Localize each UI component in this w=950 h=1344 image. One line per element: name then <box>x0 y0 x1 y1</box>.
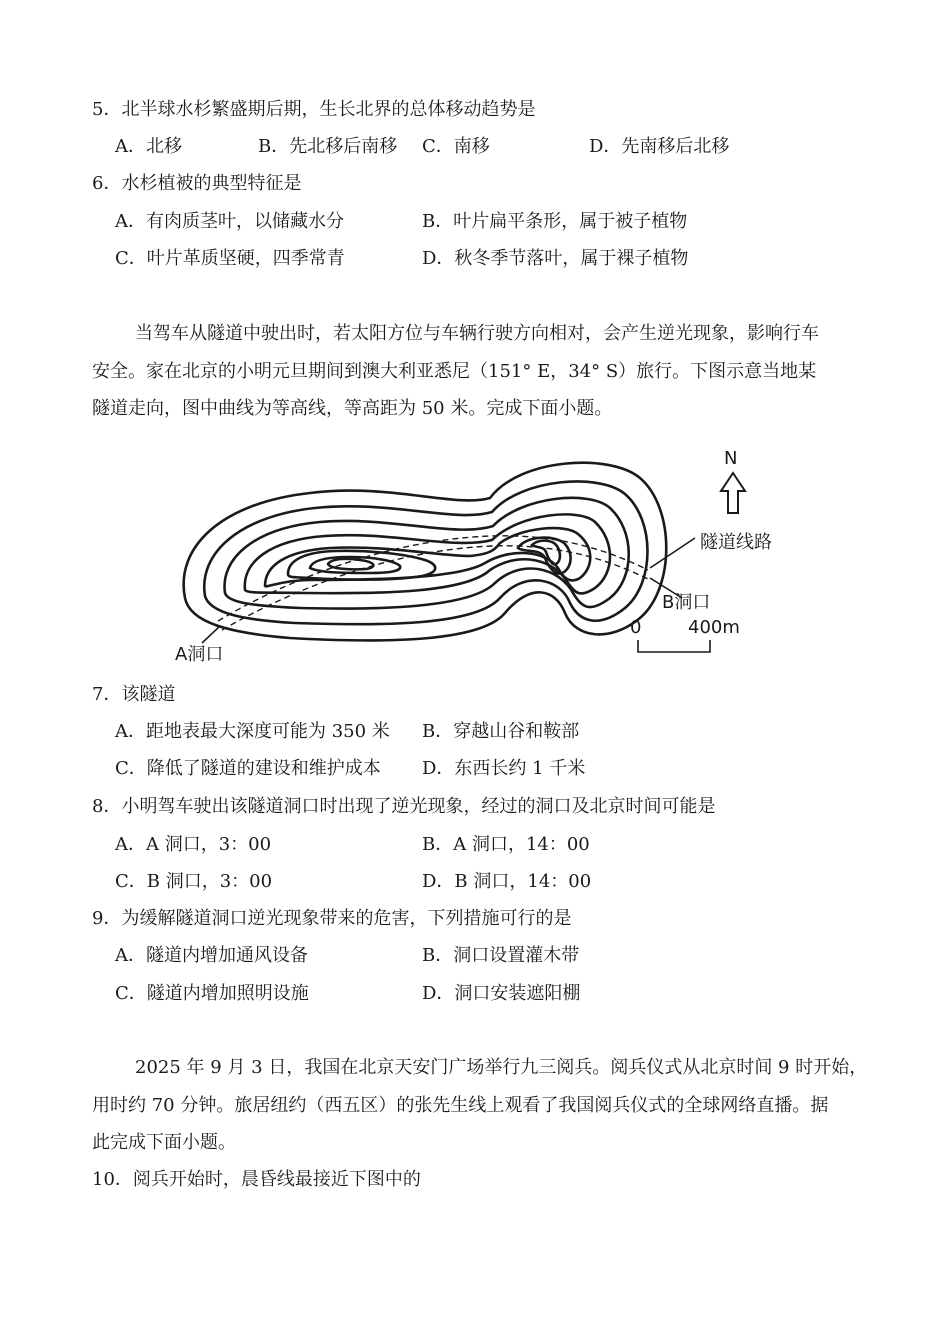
q8-option-a: A．A 洞口，3：00 <box>115 834 272 855</box>
passage1-line-1: 当驾车从隧道中驶出时，若太阳方位与车辆行驶方向相对，会产生逆光现象，影响行车 <box>135 323 819 344</box>
scale-zero-label: 0 <box>630 617 642 638</box>
passage2-line-2: 用时约 70 分钟。旅居纽约（西五区）的张先生线上观看了我国阅兵仪式的全球网络直播。据 <box>92 1095 829 1116</box>
q10-stem: 10．阅兵开始时，晨昏线最接近下图中的 <box>92 1169 421 1190</box>
q8-option-d: D．B 洞口，14：00 <box>422 871 592 892</box>
q5-option-d: D．先南移后北移 <box>589 136 730 157</box>
tunnel-contour-map <box>170 438 790 668</box>
q8-option-b: B．A 洞口，14：00 <box>422 834 590 855</box>
q5-stem: 5．北半球水杉繁盛期后期，生长北界的总体移动趋势是 <box>92 99 536 120</box>
q5-option-b: B．先北移后南移 <box>258 136 398 157</box>
passage1-line-2: 安全。家在北京的小明元旦期间到澳大利亚悉尼（151° E，34° S）旅行。下图示意当地某 <box>92 361 817 382</box>
q7-stem: 7．该隧道 <box>92 684 176 705</box>
north-arrow-icon <box>721 473 745 513</box>
q7-option-b: B．穿越山谷和鞍部 <box>422 721 580 742</box>
q7-option-c: C．降低了隧道的建设和维护成本 <box>115 758 381 779</box>
tunnel-leader-line <box>650 538 695 568</box>
q9-option-c: C．隧道内增加照明设施 <box>115 983 309 1004</box>
q5-option-c: C．南移 <box>422 136 490 157</box>
passage2-line-3: 此完成下面小题。 <box>92 1132 236 1153</box>
q6-option-b: B．叶片扁平条形，属于被子植物 <box>422 211 688 232</box>
q8-option-c: C．B 洞口，3：00 <box>115 871 273 892</box>
q7-option-d: D．东西长约 1 千米 <box>422 758 586 779</box>
q9-option-d: D．洞口安装遮阳棚 <box>422 983 581 1004</box>
q6-option-c: C．叶片革质坚硬，四季常青 <box>115 248 345 269</box>
q8-stem: 8．小明驾车驶出该隧道洞口时出现了逆光现象，经过的洞口及北京时间可能是 <box>92 796 716 817</box>
q9-option-a: A．隧道内增加通风设备 <box>115 945 308 966</box>
q6-option-a: A．有肉质茎叶，以储藏水分 <box>115 211 344 232</box>
passage1-line-3: 隧道走向，图中曲线为等高线，等高距为 50 米。完成下面小题。 <box>92 398 613 419</box>
a-portal-leader <box>202 626 220 643</box>
passage2-line-1: 2025 年 9 月 3 日，我国在北京天安门广场举行九三阅兵。阅兵仪式从北京时间 9 时开始， <box>135 1057 868 1078</box>
scale-bar <box>638 640 710 652</box>
b-portal-label: B洞口 <box>662 592 711 613</box>
q5-option-a: A．北移 <box>115 136 182 157</box>
a-portal-label: A洞口 <box>175 644 224 665</box>
contour-lines <box>184 463 667 641</box>
q9-option-b: B．洞口设置灌木带 <box>422 945 580 966</box>
q9-stem: 9．为缓解隧道洞口逆光现象带来的危害，下列措施可行的是 <box>92 908 572 929</box>
q6-option-d: D．秋冬季节落叶，属于裸子植物 <box>422 248 689 269</box>
q6-stem: 6．水杉植被的典型特征是 <box>92 173 302 194</box>
tunnel-route-label: 隧道线路 <box>700 532 772 553</box>
scale-value-label: 400m <box>688 617 740 638</box>
q7-option-a: A．距地表最大深度可能为 350 米 <box>115 721 390 742</box>
contour-line-8 <box>328 559 373 570</box>
north-label: N <box>724 448 738 469</box>
